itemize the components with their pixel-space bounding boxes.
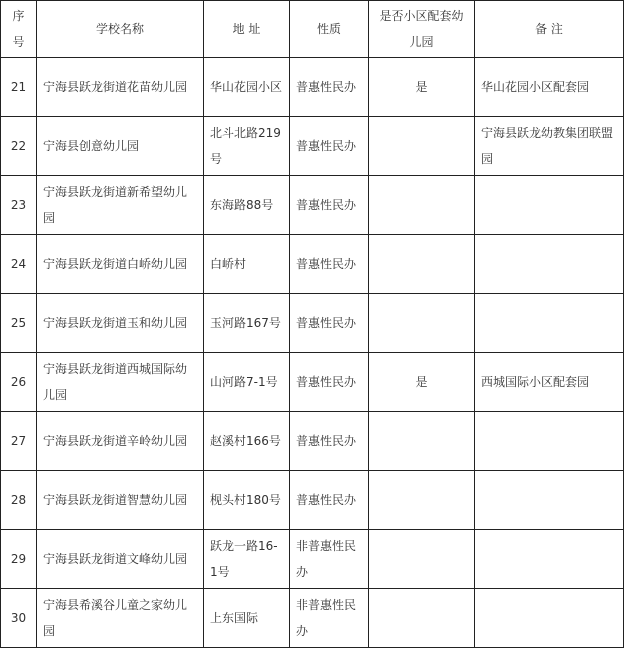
cell-address: 东海路88号 — [204, 176, 290, 235]
cell-remarks: 宁海县跃龙幼教集团联盟园 — [475, 117, 624, 176]
header-address: 地 址 — [204, 1, 290, 58]
table-row — [1, 412, 624, 471]
cell-remarks — [475, 530, 624, 589]
cell-school-name: 宁海县跃龙街道玉和幼儿园 — [37, 294, 204, 353]
cell-address: 白峤村 — [204, 235, 290, 294]
cell-nature: 普惠性民办 — [290, 117, 369, 176]
cell-supporting: 是 — [369, 353, 475, 412]
cell-school-name: 宁海县跃龙街道新希望幼儿园 — [37, 176, 204, 235]
cell-supporting — [369, 235, 475, 294]
table-body — [1, 58, 624, 648]
cell-remarks — [475, 235, 624, 294]
cell-remarks — [475, 176, 624, 235]
table-row — [1, 117, 624, 176]
cell-supporting — [369, 589, 475, 648]
cell-school-name: 宁海县跃龙街道智慧幼儿园 — [37, 471, 204, 530]
cell-school-name: 宁海县跃龙街道文峰幼儿园 — [37, 530, 204, 589]
cell-supporting — [369, 530, 475, 589]
cell-nature: 普惠性民办 — [290, 58, 369, 117]
table-row — [1, 294, 624, 353]
header-nature: 性质 — [290, 1, 369, 58]
cell-address: 上东国际 — [204, 589, 290, 648]
cell-supporting — [369, 117, 475, 176]
header-supporting: 是否小区配套幼儿园 — [369, 1, 475, 58]
table-row — [1, 176, 624, 235]
cell-seq: 22 — [1, 117, 37, 176]
table-row — [1, 589, 624, 648]
cell-remarks — [475, 589, 624, 648]
cell-address: 玉河路167号 — [204, 294, 290, 353]
cell-supporting — [369, 471, 475, 530]
table-row — [1, 471, 624, 530]
cell-school-name: 宁海县创意幼儿园 — [37, 117, 204, 176]
cell-nature: 普惠性民办 — [290, 353, 369, 412]
cell-seq: 29 — [1, 530, 37, 589]
cell-nature: 普惠性民办 — [290, 176, 369, 235]
cell-seq: 28 — [1, 471, 37, 530]
cell-seq: 25 — [1, 294, 37, 353]
table-row — [1, 58, 624, 117]
header-school-name: 学校名称 — [37, 1, 204, 58]
cell-address: 赵溪村166号 — [204, 412, 290, 471]
cell-seq: 30 — [1, 589, 37, 648]
cell-address: 跃龙一路16-1号 — [204, 530, 290, 589]
cell-nature: 非普惠性民办 — [290, 589, 369, 648]
table-row — [1, 353, 624, 412]
cell-supporting — [369, 412, 475, 471]
cell-remarks — [475, 294, 624, 353]
cell-nature: 普惠性民办 — [290, 294, 369, 353]
cell-school-name: 宁海县跃龙街道西城国际幼儿园 — [37, 353, 204, 412]
table-header — [1, 1, 624, 58]
cell-address: 山河路7-1号 — [204, 353, 290, 412]
cell-remarks: 华山花园小区配套园 — [475, 58, 624, 117]
cell-school-name: 宁海县跃龙街道白峤幼儿园 — [37, 235, 204, 294]
cell-nature: 普惠性民办 — [290, 412, 369, 471]
table-row — [1, 235, 624, 294]
header-seq: 序号 — [1, 1, 37, 58]
cell-seq: 27 — [1, 412, 37, 471]
cell-school-name: 宁海县跃龙街道花苗幼儿园 — [37, 58, 204, 117]
cell-nature: 普惠性民办 — [290, 235, 369, 294]
cell-address: 华山花园小区 — [204, 58, 290, 117]
cell-seq: 21 — [1, 58, 37, 117]
cell-supporting — [369, 294, 475, 353]
cell-remarks — [475, 412, 624, 471]
cell-school-name: 宁海县跃龙街道辛岭幼儿园 — [37, 412, 204, 471]
cell-remarks: 西城国际小区配套园 — [475, 353, 624, 412]
header-row — [1, 1, 624, 58]
cell-seq: 26 — [1, 353, 37, 412]
cell-supporting: 是 — [369, 58, 475, 117]
cell-seq: 23 — [1, 176, 37, 235]
cell-school-name: 宁海县希溪谷儿童之家幼儿园 — [37, 589, 204, 648]
cell-remarks — [475, 471, 624, 530]
cell-nature: 普惠性民办 — [290, 471, 369, 530]
cell-address: 枧头村180号 — [204, 471, 290, 530]
table-row — [1, 530, 624, 589]
cell-address: 北斗北路219号 — [204, 117, 290, 176]
header-remarks: 备 注 — [475, 1, 624, 58]
cell-seq: 24 — [1, 235, 37, 294]
cell-nature: 非普惠性民办 — [290, 530, 369, 589]
cell-supporting — [369, 176, 475, 235]
